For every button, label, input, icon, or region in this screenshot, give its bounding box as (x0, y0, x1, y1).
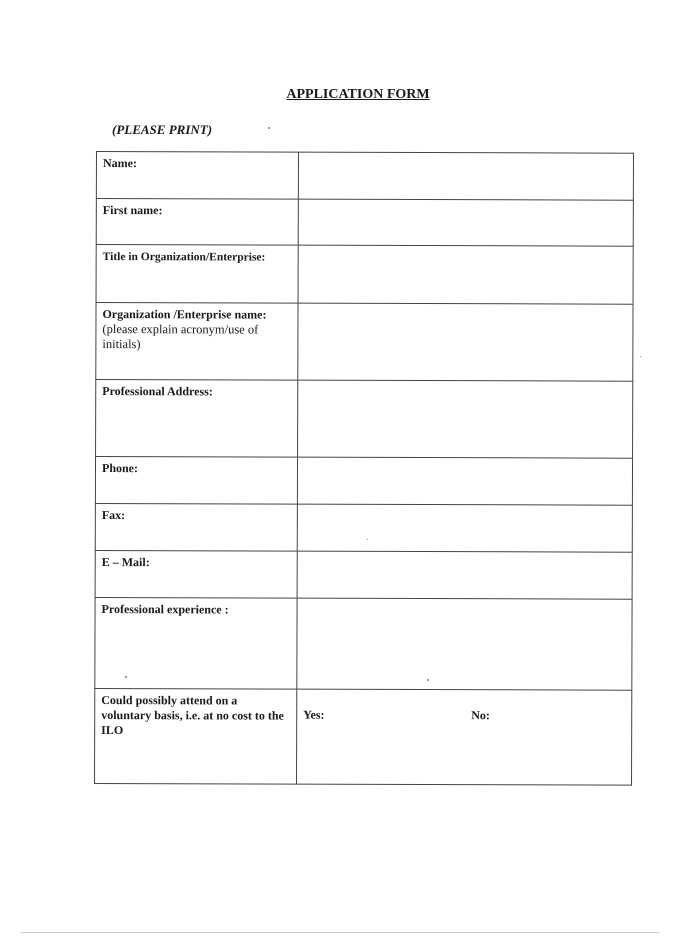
form-row-address (96, 380, 633, 459)
form-row-name (96, 152, 633, 201)
organization-label-text: Organization /Enterprise name: (102, 307, 267, 322)
phone-label (95, 457, 297, 505)
attend-label (95, 688, 297, 784)
form-row-phone (95, 457, 632, 506)
phone-label-text: Phone: (101, 461, 139, 476)
first-name-field[interactable] (298, 199, 633, 246)
attend-field[interactable] (297, 689, 632, 785)
form-row-fax (95, 503, 632, 552)
first-name-label (96, 199, 298, 246)
address-label (96, 380, 298, 458)
experience-field[interactable] (297, 598, 632, 690)
address-label-text: Professional Address: (102, 384, 213, 399)
organization-label-note: (please explain acronym/use of initials) (102, 322, 259, 352)
name-label-text: Name: (102, 156, 137, 171)
fax-label (95, 503, 297, 551)
organization-label (96, 303, 298, 381)
fax-label-text: Fax: (101, 508, 126, 523)
form-row-title (96, 245, 633, 305)
title-field[interactable] (298, 245, 633, 304)
experience-label-text: Professional experience : (101, 602, 229, 617)
scan-speck (640, 356, 641, 357)
name-label (96, 152, 298, 200)
scan-speck (125, 676, 127, 678)
title-label (96, 245, 298, 304)
form-row-attend (95, 688, 632, 785)
form-title: APPLICATION FORM (286, 87, 430, 102)
scan-speck (427, 679, 429, 681)
email-field[interactable] (297, 551, 632, 599)
organization-field[interactable] (298, 303, 633, 381)
scan-speck (268, 127, 270, 129)
scan-edge-line (20, 932, 660, 933)
application-form-table (94, 151, 634, 786)
fax-field[interactable] (297, 504, 632, 552)
attend-no-label[interactable]: No: (471, 708, 490, 723)
attend-yes-label[interactable]: Yes: (303, 707, 325, 722)
form-row-email (95, 550, 632, 599)
email-label (95, 550, 297, 598)
form-row-organization (96, 303, 633, 382)
attend-label-text: Could possibly attend on a voluntary basis, i.e. at no cost to the ILO (101, 693, 284, 738)
form-row-experience (95, 597, 632, 690)
form-row-first-name (96, 199, 633, 247)
first-name-label-text: First name: (102, 203, 163, 218)
scan-speck (367, 539, 368, 540)
attend-options (303, 694, 625, 729)
email-label-text: E – Mail: (101, 555, 150, 570)
form-subtitle: (PLEASE PRINT) (112, 122, 213, 137)
address-field[interactable] (298, 380, 633, 458)
name-field[interactable] (298, 152, 633, 200)
title-label-text: Title in Organization/Enterprise: (102, 251, 266, 264)
phone-field[interactable] (297, 457, 632, 505)
